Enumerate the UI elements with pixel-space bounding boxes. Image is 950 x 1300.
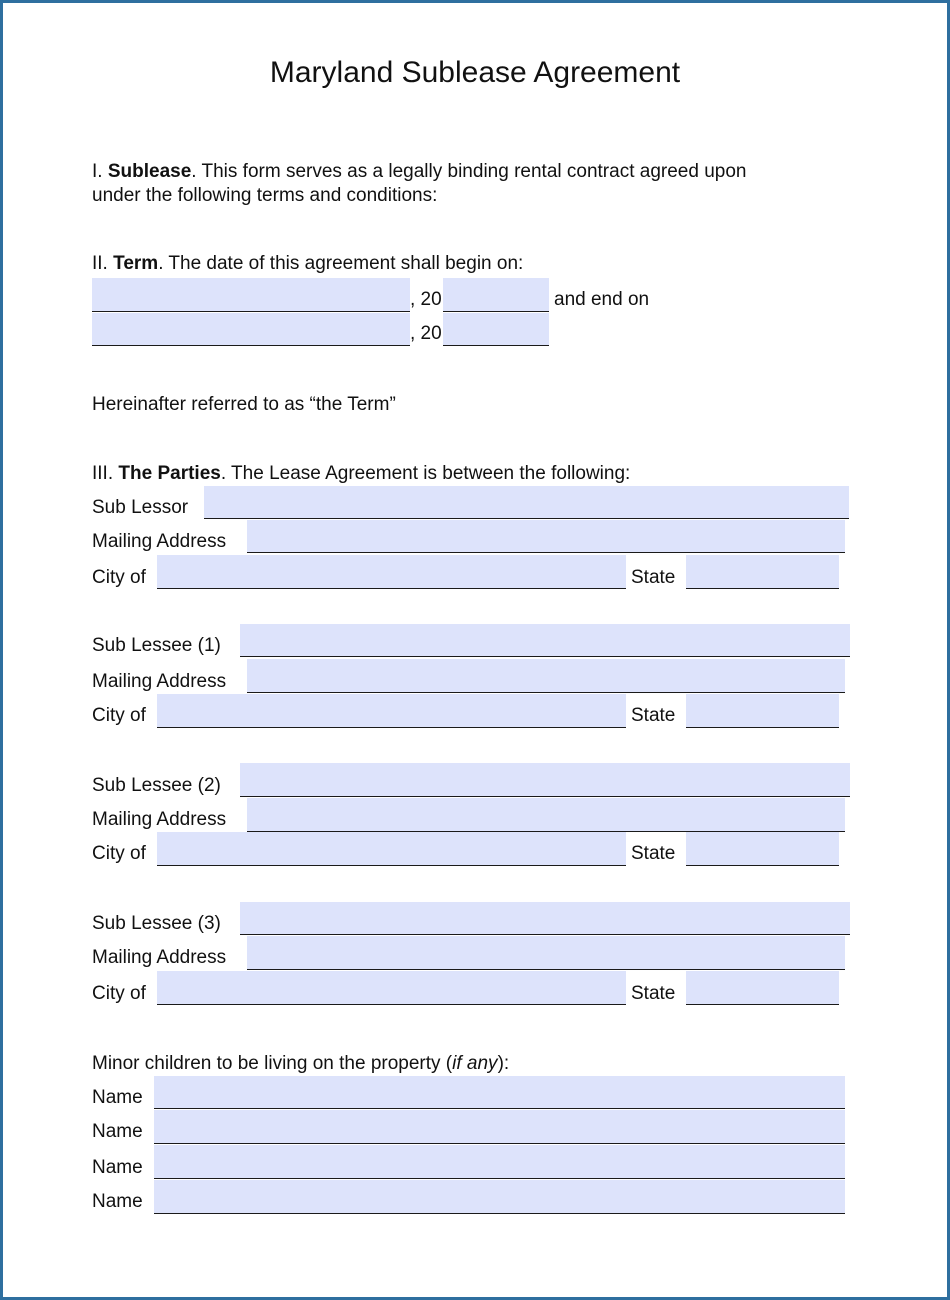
children-close: ): xyxy=(497,1053,510,1074)
sub-lessee-2-mailing-field[interactable] xyxy=(247,798,845,832)
term-start-date-field[interactable] xyxy=(92,278,410,312)
child-1-name-label: Name xyxy=(92,1087,143,1108)
child-2-name-label: Name xyxy=(92,1121,143,1142)
term-referred-text: Hereinafter referred to as “the Term” xyxy=(92,394,396,415)
sub-lessee-2-city-label: City of xyxy=(92,843,146,864)
sub-lessee-1-city-label: City of xyxy=(92,705,146,726)
term-heading xyxy=(92,252,523,276)
sub-lessee-2-city-field[interactable] xyxy=(157,832,626,866)
term-start-year-prefix: , 20 xyxy=(410,289,442,310)
sub-lessee-1-mailing-label: Mailing Address xyxy=(92,671,227,692)
sub-lessee-1-city-field[interactable] xyxy=(157,694,626,728)
sub-lessee-1-label: Sub Lessee (1) xyxy=(92,635,221,656)
term-text: . The date of this agreement shall begin on: xyxy=(158,253,524,274)
sub-lessor-state-label: State xyxy=(631,567,676,588)
sub-lessee-3-mailing-field[interactable] xyxy=(247,936,845,970)
sub-lessor-city-field[interactable] xyxy=(157,555,626,589)
sublease-prefix: I. xyxy=(92,161,108,182)
sub-lessor-city-label: City of xyxy=(92,567,146,588)
child-3-name-field[interactable] xyxy=(154,1145,845,1179)
parties-label: The Parties xyxy=(118,463,221,484)
sub-lessee-1-mailing-field[interactable] xyxy=(247,659,845,693)
child-3-name-label: Name xyxy=(92,1157,143,1178)
sub-lessor-mailing-field[interactable] xyxy=(247,520,845,553)
sub-lessee-1-field[interactable] xyxy=(240,624,850,657)
term-and-end-on: and end on xyxy=(554,289,650,310)
sub-lessee-3-mailing-label: Mailing Address xyxy=(92,947,227,968)
sub-lessee-2-field[interactable] xyxy=(240,763,850,797)
term-prefix: II. xyxy=(92,253,114,274)
sub-lessee-2-state-label: State xyxy=(631,843,676,864)
children-text: Minor children to be living on the property ( xyxy=(92,1053,453,1074)
sub-lessee-1-state-label: State xyxy=(631,705,676,726)
sub-lessee-2-mailing-label: Mailing Address xyxy=(92,809,227,830)
sub-lessee-3-city-field[interactable] xyxy=(157,971,626,1005)
parties-text: . The Lease Agreement is between the following: xyxy=(220,463,631,484)
sub-lessee-3-label: Sub Lessee (3) xyxy=(92,913,221,934)
document-title: Maryland Sublease Agreement xyxy=(269,56,681,89)
parties-prefix: III. xyxy=(92,463,119,484)
children-heading xyxy=(92,1052,509,1076)
sub-lessee-3-state-label: State xyxy=(631,983,676,1004)
sub-lessee-2-label: Sub Lessee (2) xyxy=(92,775,221,796)
sublease-label: Sublease xyxy=(107,161,192,182)
parties-heading xyxy=(92,462,630,486)
sublease-paragraph-line1 xyxy=(92,160,746,184)
sub-lessor-field[interactable] xyxy=(204,486,849,519)
term-start-year-field[interactable] xyxy=(443,278,549,312)
sub-lessor-state-field[interactable] xyxy=(686,555,839,589)
sub-lessor-label: Sub Lessor xyxy=(92,497,189,518)
sub-lessee-3-field[interactable] xyxy=(240,902,850,935)
sub-lessee-3-city-label: City of xyxy=(92,983,146,1004)
sub-lessor-mailing-label: Mailing Address xyxy=(92,531,227,552)
sub-lessee-1-state-field[interactable] xyxy=(686,694,839,728)
term-label: Term xyxy=(113,253,159,274)
sub-lessee-3-state-field[interactable] xyxy=(686,971,839,1005)
term-end-year-field[interactable] xyxy=(443,313,549,346)
children-if-any: if any xyxy=(452,1053,498,1074)
child-4-name-field[interactable] xyxy=(154,1180,845,1214)
sublease-text-line1: . This form serves as a legally binding rental contract agreed upon xyxy=(191,161,747,182)
term-end-year-prefix: , 20 xyxy=(410,323,442,344)
term-end-date-field[interactable] xyxy=(92,313,410,346)
child-2-name-field[interactable] xyxy=(154,1110,845,1144)
child-4-name-label: Name xyxy=(92,1191,143,1212)
sublease-text-line2: under the following terms and conditions: xyxy=(92,185,438,206)
sub-lessee-2-state-field[interactable] xyxy=(686,832,839,866)
child-1-name-field[interactable] xyxy=(154,1076,845,1109)
